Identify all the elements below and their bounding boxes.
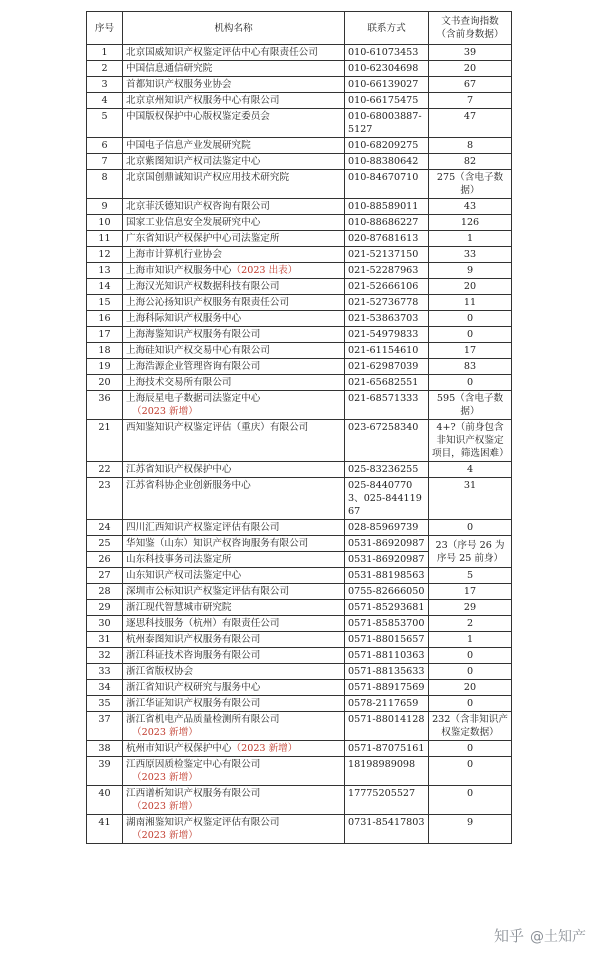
cell-no: 15 [87,295,123,311]
cell-name [123,420,345,462]
cell-count: 17 [429,584,512,600]
cell-name [123,568,345,584]
cell-no: 37 [87,712,123,741]
cell-phone: 0571-87075161 [345,741,429,757]
cell-no: 34 [87,680,123,696]
cell-count: 20 [429,61,512,77]
cell-name [123,664,345,680]
cell-name [123,327,345,343]
institution-name: 首都知识产权服务业协会 [126,79,232,90]
cell-count: 23（序号 26 为序号 25 前身） [429,536,512,568]
cell-phone: 0755-82666050 [345,584,429,600]
cell-count: 0 [429,664,512,680]
cell-count: 29 [429,600,512,616]
table-row [87,263,512,279]
table-row [87,520,512,536]
institution-name: 上海公沁扬知识产权服务有限责任公司 [126,297,290,308]
cell-name [123,247,345,263]
header-phone: 联系方式 [345,12,429,45]
cell-phone: 021-68571333 [345,391,429,420]
cell-count: 0 [429,520,512,536]
table-row [87,343,512,359]
table-row [87,632,512,648]
cell-no: 29 [87,600,123,616]
cell-name [123,478,345,520]
cell-name [123,199,345,215]
cell-phone: 020-87681613 [345,231,429,247]
table-row [87,568,512,584]
institution-name: 上海汉光知识产权数据科技有限公司 [126,281,280,292]
cell-name [123,632,345,648]
institution-name: 逐思科技服务（杭州）有限责任公司 [126,618,280,629]
cell-name [123,138,345,154]
cell-no: 10 [87,215,123,231]
cell-no: 40 [87,786,123,815]
cell-count: 275（含电子数据） [429,170,512,199]
institution-name: 中国版权保护中心版权鉴定委员会 [126,111,270,122]
cell-count: 9 [429,815,512,844]
institution-name: 上海海鉴知识产权服务有限公司 [126,329,261,340]
cell-count: 17 [429,343,512,359]
table-row [87,664,512,680]
institution-name: 浙江华证知识产权服务有限公司 [126,698,261,709]
institution-name: 北京京州知识产权服务中心有限公司 [126,95,280,106]
cell-no: 27 [87,568,123,584]
cell-name [123,536,345,552]
cell-count: 1 [429,632,512,648]
table-body [87,45,512,844]
table-row [87,311,512,327]
institution-name: 北京菲沃德知识产权咨询有限公司 [126,201,270,212]
cell-no: 28 [87,584,123,600]
cell-count: 67 [429,77,512,93]
cell-name [123,616,345,632]
cell-phone: 010-62304698 [345,61,429,77]
cell-name [123,391,345,420]
cell-name [123,61,345,77]
cell-count: 7 [429,93,512,109]
institution-name: 中国电子信息产业发展研究院 [126,140,251,151]
cell-no: 35 [87,696,123,712]
cell-count: 43 [429,199,512,215]
institution-name: 杭州市知识产权保护中心 [126,743,232,754]
cell-no: 39 [87,757,123,786]
cell-no: 32 [87,648,123,664]
cell-count: 126 [429,215,512,231]
cell-phone: 0571-85293681 [345,600,429,616]
cell-count: 83 [429,359,512,375]
cell-count: 0 [429,786,512,815]
cell-no: 36 [87,391,123,420]
institution-table [86,11,512,844]
cell-name [123,712,345,741]
table-row [87,138,512,154]
header-name: 机构名称 [123,12,345,45]
cell-phone: 0531-88198563 [345,568,429,584]
cell-phone: 021-61154610 [345,343,429,359]
cell-no: 18 [87,343,123,359]
institution-name: 浙江省版权协会 [126,666,194,677]
cell-name [123,279,345,295]
cell-phone: 0531-86920987 [345,536,429,552]
table-row [87,712,512,741]
institution-name: 浙江省机电产品质量检测所有限公司 [126,714,280,725]
cell-name [123,680,345,696]
table-row [87,199,512,215]
cell-phone: 010-84670710 [345,170,429,199]
cell-name [123,263,345,279]
cell-count: 11 [429,295,512,311]
cell-no: 24 [87,520,123,536]
cell-count: 2 [429,616,512,632]
table-row [87,420,512,462]
status-tag: （2023 新增） [132,727,198,738]
cell-no: 23 [87,478,123,520]
institution-name: 华知鉴（山东）知识产权咨询服务有限公司 [126,538,309,549]
cell-name [123,295,345,311]
institution-name: 西知鉴知识产权鉴定评估（重庆）有限公司 [126,422,309,433]
institution-name: 上海市知识产权服务中心 [126,265,232,276]
status-tag: （2023 新增） [231,743,298,754]
cell-count: 8 [429,138,512,154]
cell-no: 30 [87,616,123,632]
cell-name [123,648,345,664]
watermark-author: @土知产 [530,928,586,945]
cell-count: 4+?（前身包含非知识产权鉴定项目，筛选困难） [429,420,512,462]
cell-count: 1 [429,231,512,247]
cell-no: 41 [87,815,123,844]
cell-count: 0 [429,696,512,712]
table-row [87,478,512,520]
cell-no: 14 [87,279,123,295]
institution-name: 深圳市公标知识产权鉴定评估有限公司 [126,586,290,597]
table-header-row [87,12,512,45]
cell-name [123,520,345,536]
cell-count: 20 [429,680,512,696]
cell-name [123,600,345,616]
table-row [87,45,512,61]
cell-no: 2 [87,61,123,77]
cell-name [123,343,345,359]
cell-phone: 0578-2117659 [345,696,429,712]
cell-count: 0 [429,741,512,757]
cell-count: 0 [429,648,512,664]
cell-phone: 0731-85417803 [345,815,429,844]
cell-name [123,154,345,170]
table-row [87,584,512,600]
cell-count: 4 [429,462,512,478]
institution-name: 上海辰星电子数据司法鉴定中心 [126,393,261,404]
cell-name [123,786,345,815]
institution-name: 上海市计算机行业协会 [126,249,222,260]
institution-name: 上海技术交易所有限公司 [126,377,232,388]
status-tag: （2023 新增） [132,830,198,841]
table-row [87,391,512,420]
table-row [87,815,512,844]
cell-count: 0 [429,327,512,343]
cell-no: 5 [87,109,123,138]
cell-no: 4 [87,93,123,109]
cell-count: 9 [429,263,512,279]
cell-phone: 021-53863703 [345,311,429,327]
cell-name [123,311,345,327]
institution-name: 江西谱析知识产权服务有限公司 [126,788,261,799]
cell-count: 232（含非知识产权鉴定数据） [429,712,512,741]
cell-phone: 0571-88917569 [345,680,429,696]
institution-name: 浙江省知识产权研究与服务中心 [126,682,261,693]
institution-name: 浙江现代智慧城市研究院 [126,602,232,613]
cell-no: 26 [87,552,123,568]
cell-phone: 010-88589011 [345,199,429,215]
table-row [87,375,512,391]
cell-count: 0 [429,375,512,391]
cell-count: 595（含电子数据） [429,391,512,420]
table-row [87,77,512,93]
cell-phone: 010-88686227 [345,215,429,231]
table-row [87,215,512,231]
table-row [87,170,512,199]
table-row [87,61,512,77]
institution-name: 中国信息通信研究院 [126,63,213,74]
table-row [87,462,512,478]
status-tag: （2023 新增） [132,772,198,783]
institution-name: 北京国威知识产权鉴定评估中心有限责任公司 [126,47,318,58]
cell-count: 31 [429,478,512,520]
cell-phone: 18198989098 [345,757,429,786]
cell-name [123,77,345,93]
institution-name: 山东科技事务司法鉴定所 [126,554,232,565]
institution-name: 湖南湘鉴知识产权鉴定评估有限公司 [126,817,280,828]
cell-no: 17 [87,327,123,343]
institution-name: 上海浩源企业管理咨询有限公司 [126,361,261,372]
cell-no: 20 [87,375,123,391]
cell-count: 0 [429,757,512,786]
cell-no: 9 [87,199,123,215]
cell-count: 5 [429,568,512,584]
institution-name: 杭州泰图知识产权服务有限公司 [126,634,261,645]
institution-name: 上海硅知识产权交易中心有限公司 [126,345,270,356]
cell-name [123,45,345,61]
cell-phone: 0571-88110363 [345,648,429,664]
cell-phone: 0571-88014128 [345,712,429,741]
cell-phone: 0571-88015657 [345,632,429,648]
cell-name [123,815,345,844]
cell-phone: 023-67258340 [345,420,429,462]
cell-no: 12 [87,247,123,263]
status-tag: （2023 新增） [132,406,198,417]
institution-name: 江西原因质检鉴定中心有限公司 [126,759,261,770]
cell-no: 25 [87,536,123,552]
institution-name: 四川汇西知识产权鉴定评估有限公司 [126,522,280,533]
header-count: 文书查询指数（含前身数据） [429,12,512,45]
institution-name: 上海科际知识产权服务中心 [126,313,242,324]
cell-phone: 021-52736778 [345,295,429,311]
cell-name [123,359,345,375]
cell-no: 31 [87,632,123,648]
institution-name: 北京紫图知识产权司法鉴定中心 [126,156,261,167]
cell-phone: 021-52666106 [345,279,429,295]
institution-name: 江苏省科协企业创新服务中心 [126,480,251,491]
table-row [87,231,512,247]
cell-phone: 0531-86920987 [345,552,429,568]
table-row [87,696,512,712]
cell-no: 13 [87,263,123,279]
cell-name [123,170,345,199]
cell-phone: 010-66175475 [345,93,429,109]
table-row [87,536,512,552]
table-row [87,93,512,109]
cell-phone: 025-84407703、025-84411967 [345,478,429,520]
cell-no: 1 [87,45,123,61]
status-tag: （2023 出表） [231,265,298,276]
institution-name: 广东省知识产权保护中心司法鉴定所 [126,233,280,244]
institution-name: 江苏省知识产权保护中心 [126,464,232,475]
table-row [87,741,512,757]
cell-no: 33 [87,664,123,680]
cell-no: 6 [87,138,123,154]
table-row [87,359,512,375]
cell-name [123,757,345,786]
cell-phone: 010-68209275 [345,138,429,154]
zhihu-logo: 知乎 [493,927,524,945]
cell-phone: 0571-85853700 [345,616,429,632]
cell-no: 22 [87,462,123,478]
institution-name: 北京国创鼎诚知识产权应用技术研究院 [126,172,290,183]
cell-no: 3 [87,77,123,93]
cell-count: 33 [429,247,512,263]
institution-name: 国家工业信息安全发展研究中心 [126,217,261,228]
table-row [87,295,512,311]
cell-name [123,741,345,757]
table-row [87,757,512,786]
table-row [87,154,512,170]
table-row [87,279,512,295]
cell-count: 82 [429,154,512,170]
cell-count: 20 [429,279,512,295]
cell-phone: 021-52137150 [345,247,429,263]
cell-no: 16 [87,311,123,327]
cell-phone: 028-85969739 [345,520,429,536]
cell-phone: 021-62987039 [345,359,429,375]
cell-count: 39 [429,45,512,61]
cell-name [123,375,345,391]
table-row [87,680,512,696]
cell-no: 21 [87,420,123,462]
cell-count: 47 [429,109,512,138]
cell-name [123,584,345,600]
cell-phone: 17775205527 [345,786,429,815]
cell-phone: 021-54979833 [345,327,429,343]
header-no: 序号 [87,12,123,45]
cell-phone: 010-66139027 [345,77,429,93]
institution-name: 山东知识产权司法鉴定中心 [126,570,242,581]
cell-count: 0 [429,311,512,327]
watermark [494,925,586,946]
cell-phone: 021-65682551 [345,375,429,391]
cell-no: 8 [87,170,123,199]
cell-no: 38 [87,741,123,757]
table-row [87,109,512,138]
institution-name: 浙江科证技术咨询服务有限公司 [126,650,261,661]
cell-phone: 010-68003887-5127 [345,109,429,138]
cell-no: 11 [87,231,123,247]
cell-name [123,552,345,568]
cell-name [123,462,345,478]
table-row [87,600,512,616]
cell-phone: 0571-88135633 [345,664,429,680]
table-row [87,616,512,632]
table-row [87,247,512,263]
cell-phone: 010-61073453 [345,45,429,61]
table-row [87,648,512,664]
status-tag: （2023 新增） [132,801,198,812]
cell-no: 19 [87,359,123,375]
cell-no: 7 [87,154,123,170]
table-row [87,327,512,343]
cell-phone: 021-52287963 [345,263,429,279]
cell-phone: 010-88380642 [345,154,429,170]
cell-name [123,231,345,247]
cell-name [123,109,345,138]
cell-name [123,93,345,109]
cell-name [123,696,345,712]
table-row [87,786,512,815]
cell-name [123,215,345,231]
cell-phone: 025-83236255 [345,462,429,478]
